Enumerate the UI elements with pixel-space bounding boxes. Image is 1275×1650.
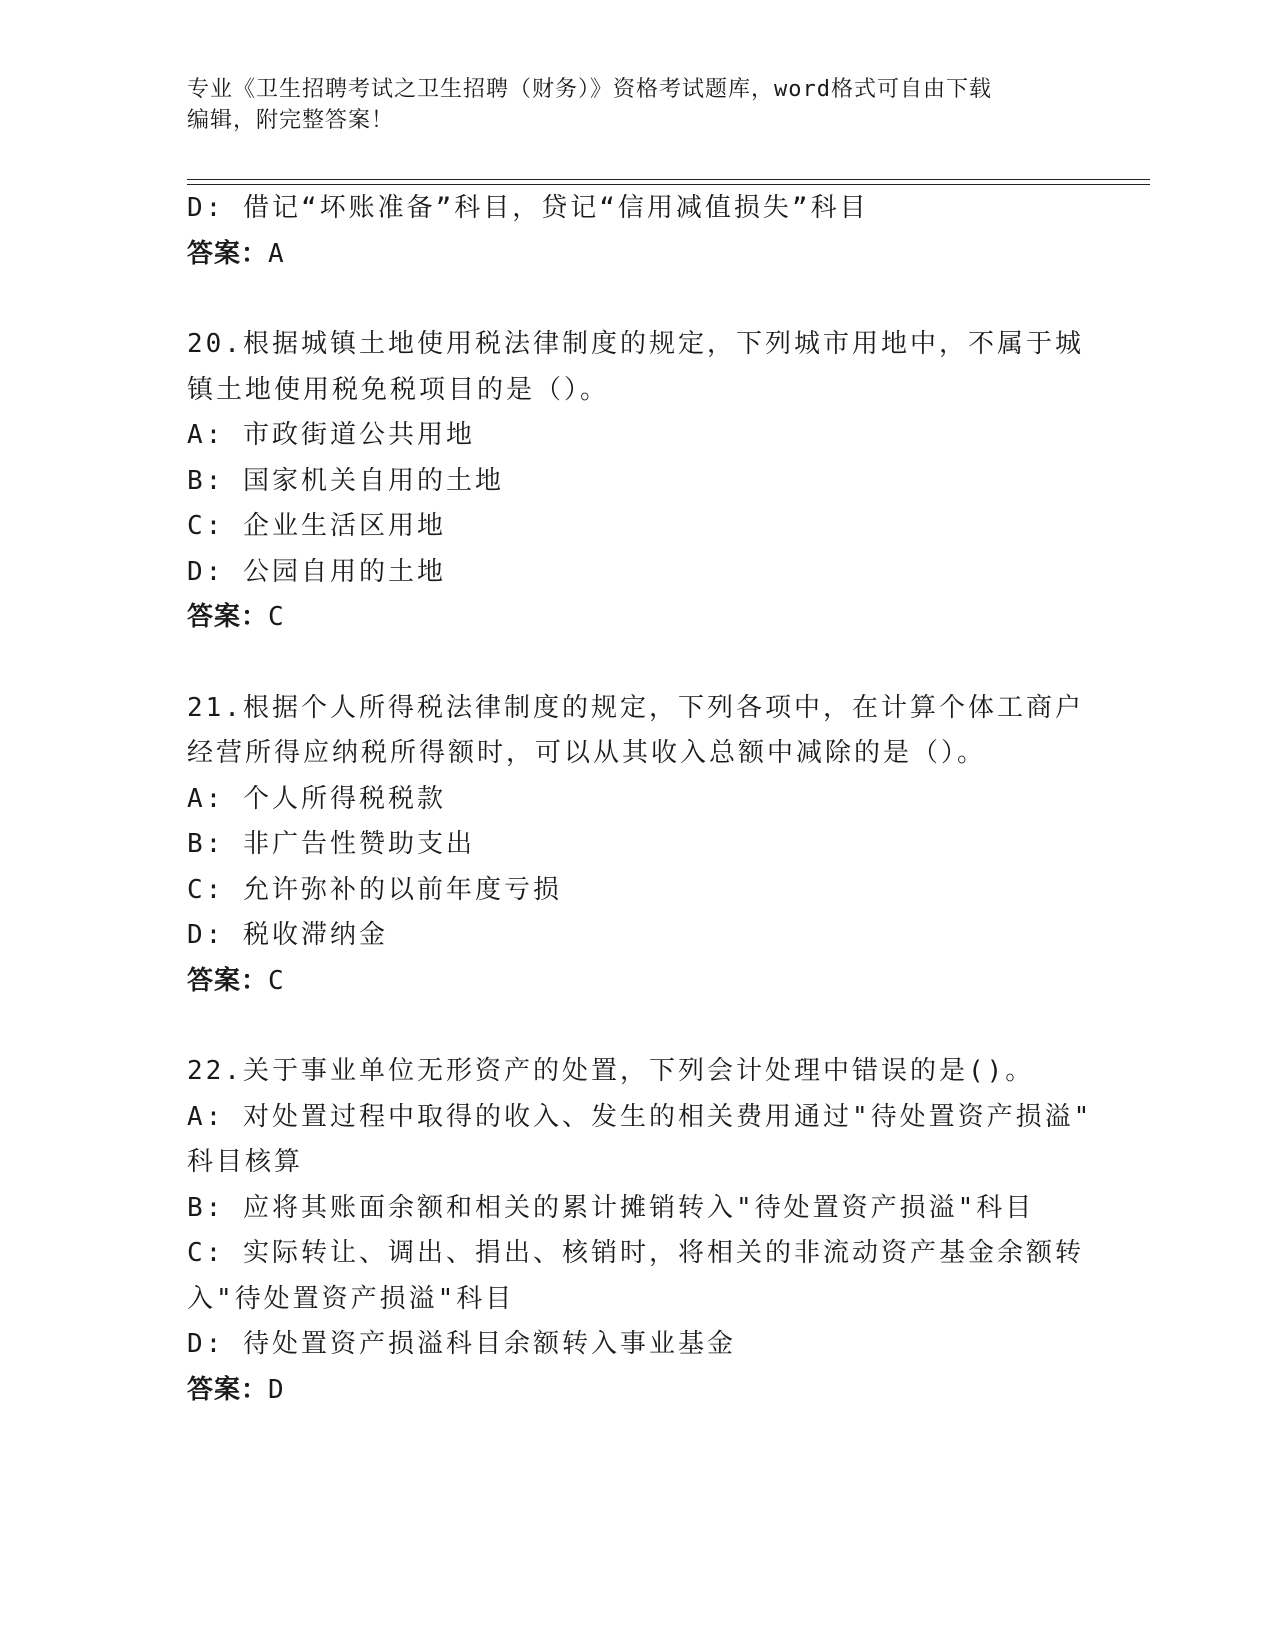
q21-option-a: A: 个人所得税税款 (187, 783, 446, 814)
q22-option-c-line-2: 入"待处置资产损溢"科目 (187, 1283, 515, 1314)
q22-option-c-line-1: C: 实际转让、调出、捐出、核销时，将相关的非流动资产基金余额转 (187, 1238, 1084, 1268)
q21-option-c: C: 允许弥补的以前年度亏损 (187, 874, 562, 905)
header-line-1: 专业《卫生招聘考试之卫生招聘（财务）》资格考试题库，word格式可自由下载 (187, 77, 992, 102)
answer-label: 答案： (187, 602, 269, 632)
answer-label: 答案： (187, 238, 269, 269)
q22-option-b: B: 应将其账面余额和相关的累计摊销转入"待处置资产损溢"科目 (187, 1192, 1035, 1223)
q20-stem-line-2: 镇土地使用税免税项目的是（）。 (187, 374, 610, 405)
answer-label: 答案： (187, 1374, 269, 1405)
header-divider-top (187, 179, 1150, 180)
q22-option-d: D: 待处置资产损溢科目余额转入事业基金 (187, 1329, 736, 1359)
document-header (187, 74, 1087, 136)
q22-option-a-line-1: A: 对处置过程中取得的收入、发生的相关费用通过"待处置资产损溢" (187, 1101, 1093, 1132)
q21-option-b: B: 非广告性赞助支出 (187, 829, 475, 859)
q21-option-d: D: 税收滞纳金 (187, 920, 388, 950)
q20-option-c: C: 企业生活区用地 (187, 511, 446, 541)
spacer (187, 277, 1087, 322)
answer-value: C (268, 602, 284, 632)
q21-answer (187, 959, 1087, 1005)
prev-option-d: D: 借记“坏账准备”科目，贷记“信用减值损失”科目 (187, 193, 869, 223)
q22-stem: 22.关于事业单位无形资产的处置，下列会计处理中错误的是()。 (187, 1056, 1035, 1086)
q20-option-b: B: 国家机关自用的土地 (187, 465, 504, 496)
spacer (187, 1004, 1087, 1049)
answer-value: D (268, 1374, 284, 1405)
q20-option-d: D: 公园自用的土地 (187, 556, 446, 587)
q21-stem-line-1: 21.根据个人所得税法律制度的规定，下列各项中，在计算个体工商户 (187, 692, 1084, 723)
q20-stem-line-1: 20.根据城镇土地使用税法律制度的规定，下列城市用地中，不属于城 (187, 329, 1084, 359)
answer-value: C (268, 965, 284, 996)
spacer (187, 641, 1087, 686)
question-content (187, 186, 1093, 1413)
q22-answer (187, 1368, 1087, 1414)
answer-value: A (268, 238, 284, 269)
header-line-2: 编辑，附完整答案！ (187, 108, 395, 133)
prev-answer (187, 232, 1087, 278)
header-divider-bottom (187, 184, 1150, 185)
q21-stem-line-2: 经营所得应纳税所得额时，可以从其收入总额中减除的是（）。 (187, 738, 987, 768)
answer-label: 答案： (187, 965, 269, 996)
q20-option-a: A: 市政街道公共用地 (187, 420, 475, 450)
q22-option-a-line-2: 科目核算 (187, 1147, 304, 1177)
q20-answer (187, 595, 1087, 641)
